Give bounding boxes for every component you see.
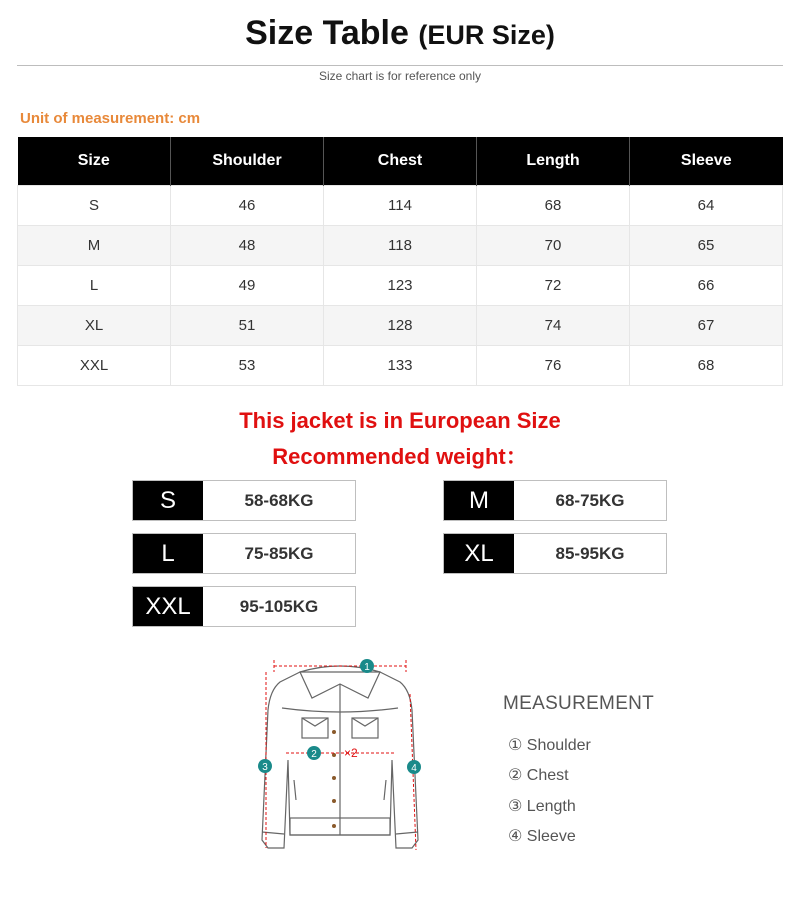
cell-chest: 128 [324, 305, 477, 345]
cell-shoulder: 51 [171, 305, 324, 345]
reference-note: Size chart is for reference only [318, 69, 482, 83]
measurement-item-sleeve: ④ Sleeve [508, 828, 576, 845]
title-suffix: (EUR Size) [418, 20, 555, 50]
table-row [18, 305, 783, 345]
cell-size: M [18, 225, 171, 265]
measurement-item-length: ③ Length [508, 798, 576, 815]
marker-label: 4 [411, 763, 417, 774]
recommended-weight-heading: Recommended weight： [272, 444, 528, 469]
cell-sleeve: 66 [630, 265, 783, 305]
marker-length [258, 759, 272, 773]
weight-range: 85-95KG [555, 543, 625, 563]
header-chest: Chest [324, 137, 477, 185]
weight-size-label: M [444, 481, 514, 520]
cell-size: XL [18, 305, 171, 345]
cell-size: L [18, 265, 171, 305]
cell-length: 68 [477, 185, 630, 225]
cell-sleeve: 68 [630, 345, 783, 385]
weight-box-m [443, 480, 667, 521]
european-size-notice: This jacket is in European Size [239, 408, 561, 433]
marker-label: 2 [311, 749, 317, 760]
weight-box-s [132, 480, 356, 521]
weight-range: 75-85KG [244, 543, 314, 563]
size-table [17, 137, 783, 386]
cell-shoulder: 49 [171, 265, 324, 305]
cell-length: 70 [477, 225, 630, 265]
header-shoulder: Shoulder [171, 137, 324, 185]
page-title [0, 14, 800, 53]
unit-label: Unit of measurement: cm [20, 110, 201, 127]
cell-sleeve: 67 [630, 305, 783, 345]
cell-sleeve: 64 [630, 185, 783, 225]
table-row [18, 185, 783, 225]
marker-label: 1 [364, 662, 370, 673]
title-main: Size Table [245, 14, 409, 52]
measurement-item-shoulder: ① Shoulder [508, 737, 591, 754]
cell-length: 76 [477, 345, 630, 385]
weight-size-label: L [133, 534, 203, 573]
jacket-buttons [332, 730, 336, 828]
cell-chest: 133 [324, 345, 477, 385]
cell-length: 72 [477, 265, 630, 305]
marker-shoulder [360, 659, 374, 673]
cell-sleeve: 65 [630, 225, 783, 265]
measurement-lines [266, 660, 416, 850]
cell-shoulder: 46 [171, 185, 324, 225]
weight-range: 58-68KG [244, 490, 314, 510]
weight-box-xl [443, 533, 667, 574]
jacket-outline-icon [262, 666, 418, 848]
cell-size: XXL [18, 345, 171, 385]
table-row [18, 345, 783, 385]
cell-chest: 123 [324, 265, 477, 305]
weight-size-label: XXL [133, 587, 203, 626]
weight-range: 95-105KG [239, 596, 319, 616]
chest-multiplier: ×2 [344, 746, 358, 760]
measurement-title: MEASUREMENT [503, 693, 655, 714]
marker-sleeve [407, 760, 421, 774]
weight-size-label: XL [444, 534, 514, 573]
table-row [18, 225, 783, 265]
marker-label: 3 [262, 762, 268, 773]
marker-chest [307, 746, 321, 760]
table-row [18, 265, 783, 305]
cell-shoulder: 48 [171, 225, 324, 265]
header-size: Size [18, 137, 171, 185]
table-header-row [18, 137, 783, 185]
divider [17, 65, 783, 66]
cell-chest: 114 [324, 185, 477, 225]
cell-size: S [18, 185, 171, 225]
weight-size-label: S [133, 481, 203, 520]
cell-length: 74 [477, 305, 630, 345]
weight-range: 68-75KG [555, 490, 625, 510]
cell-chest: 118 [324, 225, 477, 265]
jacket-diagram [240, 650, 440, 890]
header-length: Length [477, 137, 630, 185]
weight-box-xxl [132, 586, 356, 627]
weight-box-l [132, 533, 356, 574]
cell-shoulder: 53 [171, 345, 324, 385]
measurement-item-chest: ② Chest [508, 767, 569, 784]
header-sleeve: Sleeve [630, 137, 783, 185]
